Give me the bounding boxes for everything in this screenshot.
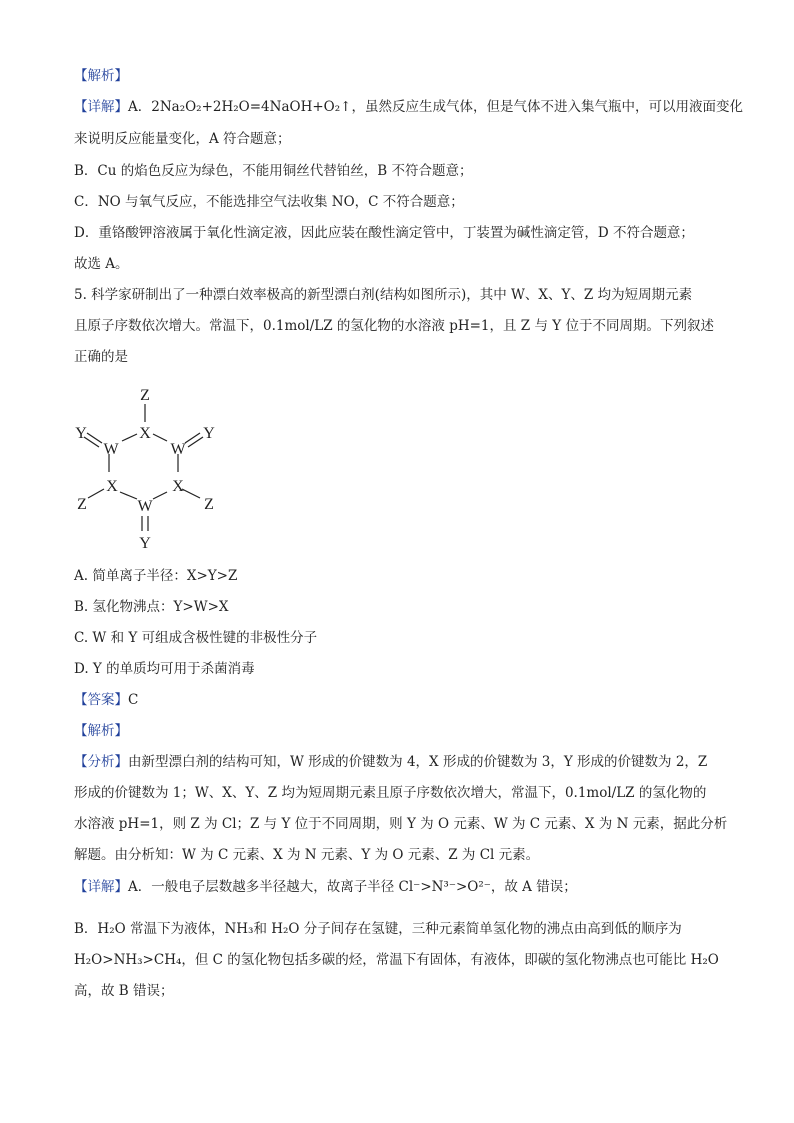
q4-detail-b: B．Cu 的焰色反应为绿色，不能用铜丝代替铂丝，B 不符合题意； xyxy=(74,163,473,179)
q5-detail-a-line xyxy=(74,877,577,897)
q5-detail-b-line3: 高，故 B 错误； xyxy=(74,983,174,999)
q5-analysis-tag: 【解析】 xyxy=(74,723,128,739)
q5-answer-value: C xyxy=(128,692,139,708)
q5-detail-a-text: A．一般电子层数越多半径越大，故离子半径 Cl⁻>N³⁻>O²⁻，故 A 错误； xyxy=(128,879,577,895)
q5-analysis-label: 【分析】 xyxy=(74,754,128,770)
q4-conclusion: 故选 A。 xyxy=(74,256,129,272)
q5-analysis-line2: 形成的价键数为 1；W、X、Y、Z 均为短周期元素且原子序数依次增大，常温下，0.1mol/LZ 的氢化物的 xyxy=(74,785,707,801)
q5-analysis-line4: 解题。由分析知：W 为 C 元素、X 为 N 元素、Y 为 O 元素、Z 为 Cl 元素。 xyxy=(74,847,540,863)
atom-y-right: Y xyxy=(203,425,215,442)
q5-analysis-line3: 水溶液 pH=1，则 Z 为 Cl；Z 与 Y 位于不同周期，则 Y 为 O 元素、W 为 C 元素、X 为 N 元素，据此分析 xyxy=(74,816,728,832)
molecular-structure-diagram xyxy=(64,378,244,558)
atom-w-right: W xyxy=(170,441,186,458)
q4-detail-tag: 【详解】 xyxy=(74,99,128,115)
atom-x-top: X xyxy=(139,425,151,442)
q5-option-d: D. Y 的单质均可用于杀菌消毒 xyxy=(74,661,255,677)
q5-stem-line2: 且原子序数依次增大。常温下，0.1mol/LZ 的氢化物的水溶液 pH=1，且 Z 与 Y 位于不同周期。下列叙述 xyxy=(74,318,714,334)
atom-z-top: Z xyxy=(140,387,150,404)
q4-detail-a-text: A．2Na₂O₂+2H₂O=4NaOH+O₂↑，虽然反应生成气体，但是气体不进入集气瓶中，可以用液面变化 xyxy=(128,99,743,115)
q5-answer-tag: 【答案】 xyxy=(74,692,128,708)
q4-detail-c: C．NO 与氧气反应，不能选排空气法收集 NO，C 不符合题意； xyxy=(74,194,464,210)
q5-analysis-text1: 由新型漂白剂的结构可知，W 形成的价键数为 4，X 形成的价键数为 3，Y 形成的价键数为 2，Z xyxy=(128,754,708,770)
q5-option-a: A. 简单离子半径：X>Y>Z xyxy=(74,568,238,584)
atom-x-left: X xyxy=(106,478,118,495)
q5-stem-line3: 正确的是 xyxy=(74,349,128,365)
atom-w-left: W xyxy=(103,441,119,458)
q5-analysis-line1 xyxy=(74,752,707,772)
atom-y-left: Y xyxy=(75,425,87,442)
q4-detail-d: D．重铬酸钾溶液属于氧化性滴定液，因此应装在酸性滴定管中，丁装置为碱性滴定管，D 不符合题意； xyxy=(74,225,694,241)
atom-z-right: Z xyxy=(204,496,214,513)
atom-y-bottom: Y xyxy=(139,535,151,552)
q5-detail-tag: 【详解】 xyxy=(74,879,128,895)
q5-detail-b-line1: B．H₂O 常温下为液体，NH₃和 H₂O 分子间存在氢键，三种元素简单氢化物的沸点由高到低的顺序为 xyxy=(74,921,682,937)
q4-detail-a-line2: 来说明反应能量变化，A 符合题意； xyxy=(74,131,291,147)
q4-detail-a-line1 xyxy=(74,97,743,117)
atom-x-right: X xyxy=(172,478,184,495)
q5-stem-line1: 5. 科学家研制出了一种漂白效率极高的新型漂白剂(结构如图所示)，其中 W、X、Y、Z 均为短周期元素 xyxy=(74,287,693,303)
atom-z-left: Z xyxy=(77,496,87,513)
q5-detail-b-line2: H₂O>NH₃>CH₄，但 C 的氢化物包括多碳的烃，常温下有固体，有液体，即碳的氢化物沸点也可能比 H₂O xyxy=(74,952,719,968)
q4-analysis-tag: 【解析】 xyxy=(74,68,128,84)
q5-option-b: B. 氢化物沸点：Y>W>X xyxy=(74,599,229,615)
q5-answer xyxy=(74,690,138,710)
q5-option-c: C. W 和 Y 可组成含极性键的非极性分子 xyxy=(74,630,318,646)
atom-w-bottom: W xyxy=(137,498,153,515)
